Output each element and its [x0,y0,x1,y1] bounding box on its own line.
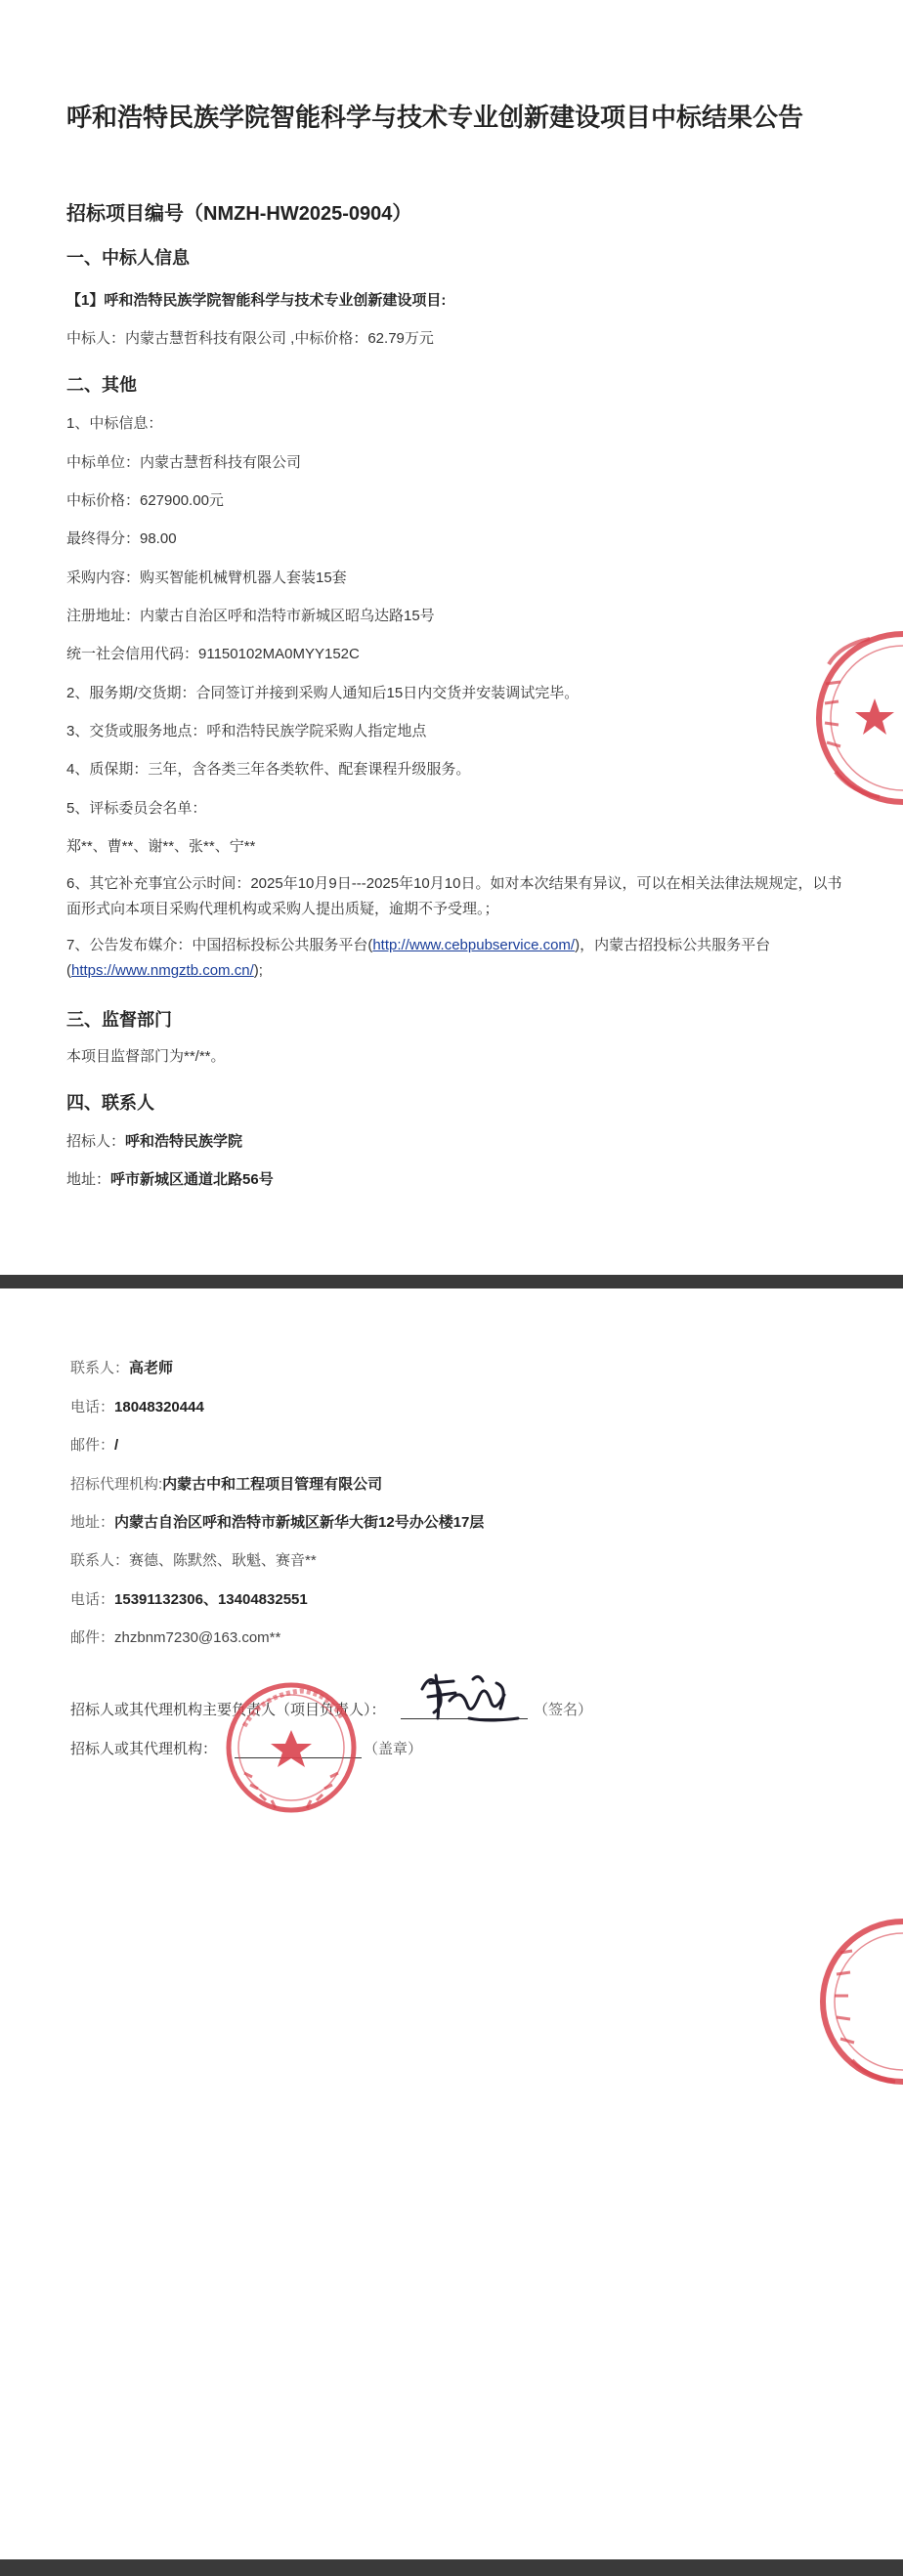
official-seal-stamp [223,1679,360,1816]
agency-label: 招标代理机构: [70,1476,163,1493]
agency-phone-value: 15391132306、13404832551 [114,1591,308,1608]
agency-email-label: 邮件： [70,1629,115,1646]
email-value: / [114,1437,119,1454]
agency-address-label: 地址： [70,1514,115,1531]
email-label: 邮件： [70,1437,115,1454]
section1-winner-line: 中标人：内蒙古慧哲科技有限公司 ,中标价格：62.79万元 [66,330,434,347]
section2-line: 注册地址：内蒙古自治区呼和浩特市新城区昭乌达路15号 [66,608,435,624]
item7-suffix: ); [253,962,263,979]
section2-line: 统一社会信用代码：91150102MA0MYY152C [66,646,360,662]
sign-line1-suffix: （签名） [534,1702,593,1718]
tenderer-value: 呼和浩特民族学院 [125,1133,243,1150]
section2-line: 1、中标信息： [66,415,163,432]
page-separator [0,1275,903,1288]
sign-line2-suffix: （盖章） [364,1741,423,1757]
section1-item-title: 【1】呼和浩特民族学院智能科学与技术专业创新建设项目: [66,292,447,309]
contact-line [70,1357,173,1377]
phone-line [70,1396,204,1416]
agency-email-value: zhzbnm7230@163.com** [114,1629,281,1646]
sign-line2-label: 招标人或其代理机构： [70,1741,218,1757]
section1-heading: 一、中标人信息 [66,248,190,268]
section4-heading: 四、联系人 [66,1093,154,1113]
section2-line: 2、服务期/交货期：合同签订并接到采购人通知后15日内交货并安装调试完毕。 [66,685,580,701]
agency-line [70,1473,382,1494]
section2-line: 5、评标委员会名单： [66,800,207,817]
contact-value: 高老师 [129,1360,174,1376]
tenderer-address-value: 呼市新城区通道北路56号 [110,1171,274,1188]
agency-phone-label: 电话： [70,1591,115,1608]
agency-email-line [70,1626,280,1647]
section2-line: 中标单位：内蒙古慧哲科技有限公司 [66,454,302,471]
section2-line: 采购内容：购买智能机械臂机器人套装15套 [66,570,347,586]
document-page-2 [0,1288,903,2559]
agency-contact-value: 赛德、陈默然、耿魁、赛音** [129,1552,317,1569]
tenderer-line [66,1130,242,1151]
section2-line: 3、交货或服务地点：呼和浩特民族学院采购人指定地点 [66,723,427,739]
section3-heading: 三、监督部门 [66,1010,172,1030]
tenderer-label: 招标人： [66,1133,126,1150]
sign-line1-label: 招标人或其代理机构主要负责人（项目负责人）： [70,1702,386,1718]
nmgztb-link[interactable]: https://www.nmgztb.com.cn/ [71,962,254,979]
document-page-1 [0,0,903,1275]
official-seal-stamp [782,625,903,811]
section2-line: 中标价格：627900.00元 [66,492,224,509]
section2-line: 4、质保期：三年，含各类三年各类软件、配套课程升级服务。 [66,761,471,778]
phone-value: 18048320444 [114,1399,204,1415]
email-line [70,1434,118,1455]
agency-address-value: 内蒙古自治区呼和浩特市新城区新华大街12号办公楼17层 [114,1514,485,1531]
section2-heading: 二、其他 [66,375,137,395]
agency-contact-label: 联系人： [70,1552,130,1569]
official-seal-stamp [794,1914,903,2090]
item7-prefix: 7、公告发布媒介：中国招标投标公共服务平台( [66,937,373,953]
agency-value: 内蒙古中和工程项目管理有限公司 [162,1476,383,1493]
item7-middle: )，内蒙古招投标公共服务平台( [66,937,771,979]
tenderer-address-line [66,1168,274,1189]
page-separator [0,2559,903,2576]
section3-line: 本项目监督部门为**/**。 [66,1048,226,1065]
section2-line: 最终得分：98.00 [66,530,177,547]
document-title: 呼和浩特民族学院智能科学与技术专业创新建设项目中标结果公告 [66,103,804,132]
contact-label: 联系人： [70,1360,130,1376]
handwritten-signature [410,1662,528,1730]
cebpubservice-link[interactable]: http://www.cebpubservice.com/ [372,937,576,953]
agency-contact-line [70,1549,317,1570]
project-number: 招标项目编号（NMZH-HW2025-0904） [66,203,412,225]
phone-label: 电话： [70,1399,115,1415]
section2-item7 [66,933,848,984]
tenderer-address-label: 地址： [66,1171,111,1188]
agency-address-line [70,1511,484,1532]
section2-item6: 6、其它补充事宜公示时间：2025年10月9日---2025年10月10日。如对本次结果有异议，可以在相关法律法规规定，以书面形式向本项目采购代理机构或采购人提出质疑，逾期不予受理。； [66,875,842,917]
agency-phone-line [70,1588,308,1609]
section2-line: 郑**、曹**、谢**、张**、宁** [66,838,256,855]
